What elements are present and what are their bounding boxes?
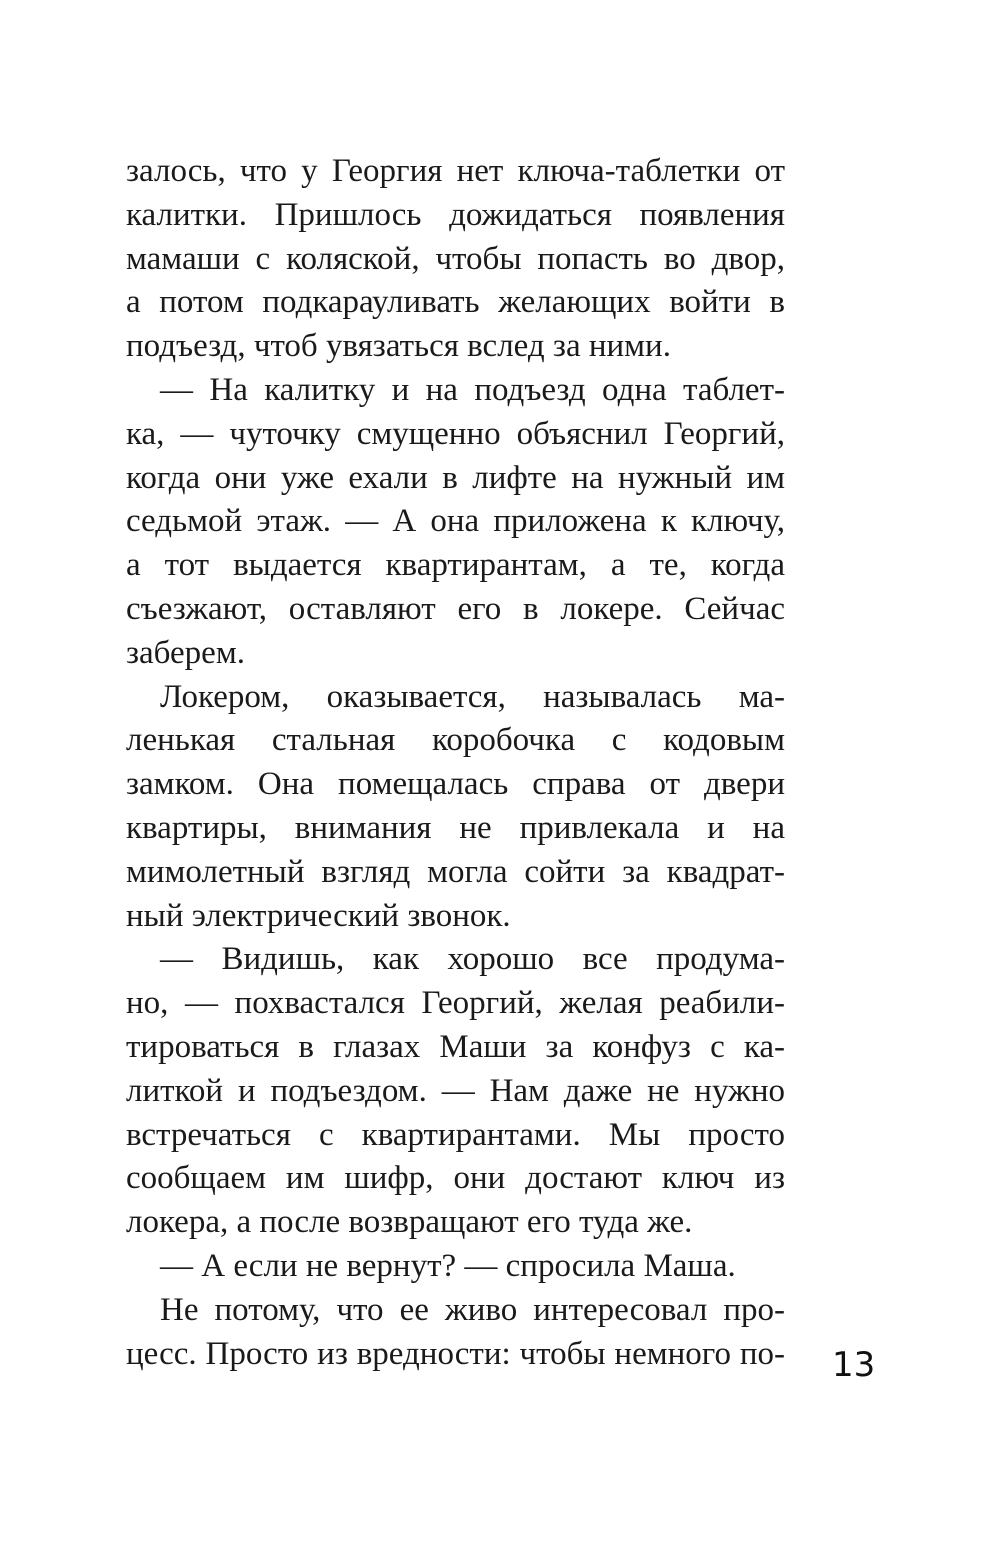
text-line: замком. Она помещалась справа от двери [126, 766, 785, 803]
text-line: но, — похвастался Георгий, желая реабили- [126, 985, 785, 1022]
text-line: ный электрический звонок. [126, 897, 511, 934]
text-line: мамаши с коляской, чтобы попасть во двор, [126, 240, 785, 277]
text-line: залось, что у Георгия нет ключа-таблетки от [126, 153, 785, 189]
text-line: — А если не вернут? — спросила Маша. [160, 1247, 736, 1284]
text-line: литкой и подъездом. — Нам даже не нужно [126, 1072, 785, 1109]
text-line: ка, — чуточку смущенно объяснил Георгий, [126, 415, 785, 452]
text-line: мимолетный взгляд могла сойти за квадрат- [126, 853, 785, 890]
text-line: ленькая стальная коробочка с кодовым [126, 722, 785, 759]
body-text [126, 150, 785, 1376]
text-line: локера, а после возвращают его туда же. [126, 1204, 693, 1241]
text-line: заберем. [126, 634, 245, 671]
text-line: съезжают, оставляют его в локере. Сейчас [126, 590, 785, 627]
text-line: подъезд, чтоб увязаться вслед за ними. [126, 328, 671, 365]
text-line: сообщаем им шифр, они достают ключ из [126, 1160, 785, 1197]
text-line: Не потому, что ее живо интересовал про- [160, 1291, 785, 1328]
page-number: 13 [832, 1345, 876, 1385]
text-line: Локером, оказывается, называлась ма- [160, 678, 785, 715]
text-line: встречаться с квартирантами. Мы просто [126, 1116, 785, 1153]
text-line: когда они уже ехали в лифте на нужный им [126, 459, 785, 496]
text-line: — Видишь, как хорошо все продума- [160, 941, 785, 978]
text-line: квартиры, внимания не привлекала и на [126, 809, 785, 846]
text-line: — На калитку и на подъезд одна таблет- [160, 371, 785, 408]
text-line: цесс. Просто из вредности: чтобы немного по- [126, 1335, 785, 1372]
text-line: калитки. Пришлось дожидаться появления [126, 196, 785, 233]
text-line: а потом подкарауливать желающих войти в [126, 284, 785, 321]
text-line: а тот выдается квартирантам, а те, когда [126, 547, 785, 584]
text-line: седьмой этаж. — А она приложена к ключу, [126, 503, 785, 540]
text-line: тироваться в глазах Маши за конфуз с ка- [126, 1028, 785, 1065]
